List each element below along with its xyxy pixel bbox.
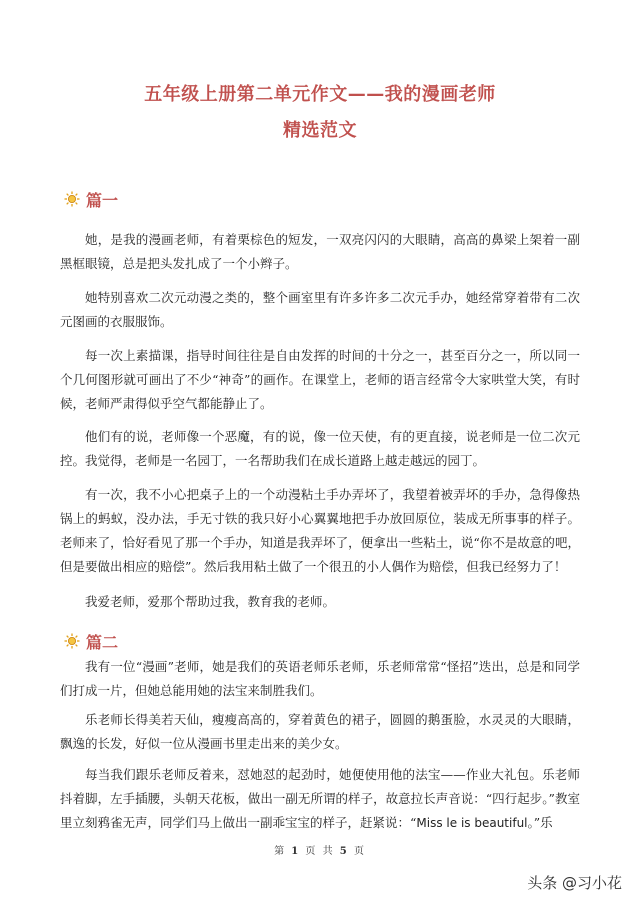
paragraph: 每一次上素描课，指导时间往往是自由发挥的时间的十分之一，甚至百分之一，所以同一个几何图形就可画出了不少“神奇”的画作。在课堂上，老师的语言经常令大家哄堂大笑，有时候，老师严肃得似乎空气都能静止了。 [60,348,580,411]
page-total: 5 [339,846,349,857]
paragraph-text: 。”乐 [527,815,553,830]
footer-suffix: 页 [353,846,366,857]
sun-icon [64,633,80,649]
page-footer [0,842,640,857]
paragraph: 我爱老师，爱那个帮助过我，教育我的老师。 [85,594,336,609]
paragraph: 她特别喜欢二次元动漫之类的，整个画室里有许多许多二次元手办，她经常穿着带有二次元图画的衣服服饰。 [60,290,580,329]
section-label: 篇一 [86,190,119,210]
paragraph [60,763,580,835]
paragraph: 她，是我的漫画老师，有着栗棕色的短发，一双亮闪闪的大眼睛，高高的鼻梁上架着一副黑框眼镜，总是把头发扎成了一个小辫子。 [60,232,580,271]
page-number: 1 [291,846,301,857]
sun-icon [64,191,80,207]
section-label: 篇二 [86,632,119,652]
watermark: 头条 @习小花 [527,874,622,892]
footer-middle: 页 共 [305,846,335,857]
document-title: 五年级上册第二单元作文——我的漫画老师 [144,84,496,105]
english-phrase: Miss le is beautiful [416,816,528,830]
paragraph: 我有一位“漫画”老师，她是我们的英语老师乐老师，乐老师常常“怪招”迭出，总是和同学们打成一片，但她总能用她的法宝来制胜我们。 [60,659,580,698]
footer-prefix: 第 [274,846,287,857]
document-subtitle: 精选范文 [283,120,357,141]
paragraph: 乐老师长得美若天仙，瘦瘦高高的，穿着黄色的裙子，圆圆的鹅蛋脸，水灵灵的大眼睛，飘逸的长发，好似一位从漫画书里走出来的美少女。 [60,712,580,751]
paragraph: 他们有的说，老师像一个恶魔，有的说，像一位天使，有的更直接，说老师是一位二次元控。我觉得，老师是一名园丁，一名帮助我们在成长道路上越走越远的园丁。 [60,429,580,468]
paragraph: 有一次，我不小心把桌子上的一个动漫粘土手办弄坏了，我望着被弄坏的手办，急得像热锅上的蚂蚁，没办法，手无寸铁的我只好小心翼翼地把手办放回原位，装成无所事事的样子。老师来了，恰好看见了那一个手办，知道是我弄坏了，便拿出一些粘土，说“你不是故意的吧，但是要做出相应的赔偿”。然后我用粘土做了一个很丑的小人偶作为赔偿，但我已经努力了！ [60,487,580,574]
section-heading-1 [64,187,118,211]
paragraph-text: 每当我们跟乐老师反着来，怼她怼的起劲时，她便使用他的法宝——作业大礼包。乐老师抖着脚，左手插腰，头朝天花板，做出一副无所谓的样子，故意拉长声音说：“四行起步。”教室里立刻鸦雀无声，同学们马上做出一副乖宝宝的样子，赶紧说：“ [60,767,580,830]
section-heading-2 [64,629,118,653]
